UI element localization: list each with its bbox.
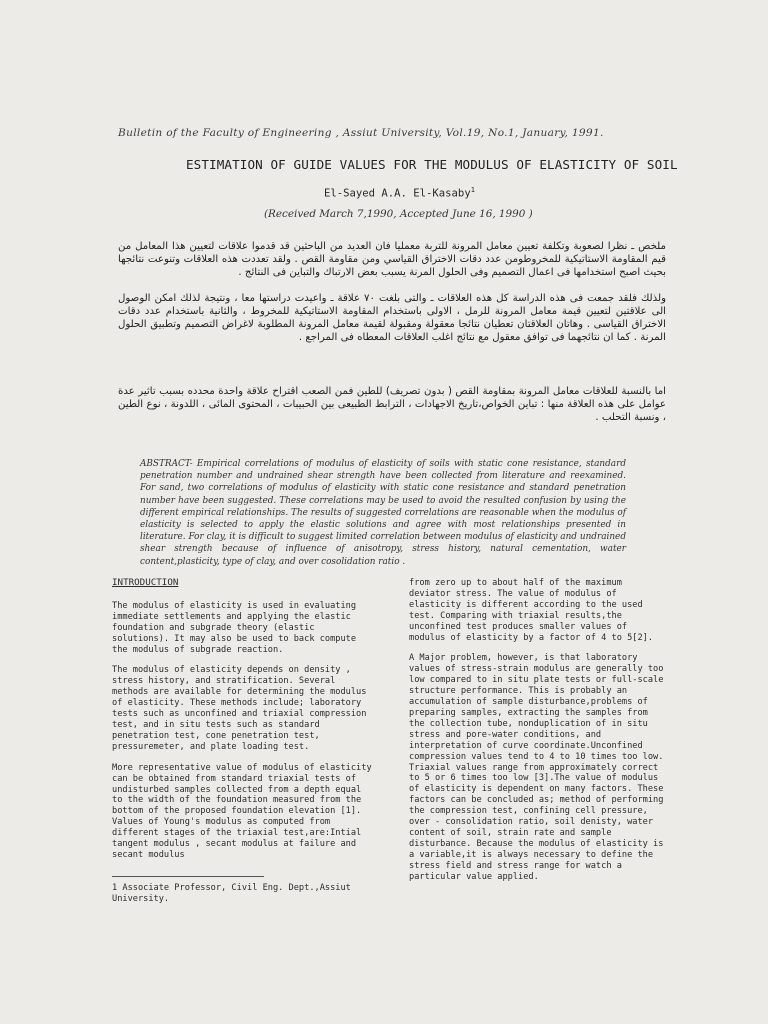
author-footnote-mark: 1 — [470, 186, 475, 194]
section-heading-introduction: INTRODUCTION — [112, 577, 179, 588]
received-dates: (Received March 7,1990, Accepted June 16, 1990 ) — [264, 208, 533, 220]
journal-citation: Bulletin of the Faculty of Engineering , Assiut University, Vol.19, No.1, January, 1991. — [118, 127, 604, 139]
arabic-summary-text: اما بالنسبة للعلاقات معامل المرونة بمقاومة القص ( بدون تصريف) للطين فمن الصعب اقتراح علاقة واحدة محدده بسبب تاثير عدة عوامل على هذه العلاقة منها : تباين الخواص،تاريخ الاجهادات ، الترابط الطبيعى بين الحبيبات ، المحتوى المائى ، اللدونة ، نوع الطين ، ونسبة التحلب . — [118, 386, 666, 423]
arabic-summary-paragraph-1 — [118, 240, 666, 279]
paper-title: ESTIMATION OF GUIDE VALUES FOR THE MODULUS OF ELASTICITY OF SOIL — [186, 157, 678, 172]
author-line — [324, 186, 475, 200]
body-paragraph: The modulus of elasticity depends on density , stress history, and stratification. Several methods are available for determining the modulus of elasticity. These methods include; laboratory tests such as unconfined and triaxial compression test, and in situ tests such as standard penetration test, cone penetration test, pressuremeter, and plate loading test. — [112, 665, 367, 752]
body-paragraph: from zero up to about half of the maximum deviator stress. The value of modulus of elasticity is different according to the used test. Comparing with triaxial results,the unconfined test produces smaller values of modulus of elasticity by a factor of 4 to 5[2]. — [409, 578, 654, 643]
body-paragraph: A Major problem, however, is that laboratory values of stress-strain modulus are generally too low compared to in situ plate tests or full-scale structure performance. This is probably an accumulation of sample disturbance,problems of preparing samples, extracting the samples from the collection tube, nonduplication of in situ stress and pore-water conditions, and interpretation of curve coordinate.Unconfined compression values tend to 4 to 10 times too low. Triaxial values range from approximately correct to 5 or 6 times too low [3].The value of modulus of elasticity is dependent on many factors. These factors can be concluded as; method of performing the compression test, confining cell pressure, over - consolidation ratio, soil denisty, water content of soil, strain rate and sample disturbance. Because the modulus of elasticity is a variable,it is always necessary to define the stress field and stress range for watch a particular value applied. — [409, 653, 664, 882]
arabic-summary-paragraph-3 — [118, 385, 666, 424]
author-name: El-Sayed A.A. El-Kasaby — [324, 187, 471, 200]
body-paragraph: More representative value of modulus of elasticity can be obtained from standard triaxial tests of undisturbed samples collected from a depth equal to the width of the foundation measured from the bottom of the proposed foundation elevation [1]. Values of Young's modulus as computed from different stages of the triaxial test,are:Intial tangent modulus , secant modulus at failure and secant modulus — [112, 762, 372, 860]
arabic-summary-text: ملخص ـ نظرا لصعوبة وتكلفة تعيين معامل المرونة للتربة معمليا فان العديد من الباحثين قد قدموا علاقات لتعيين هذا المعامل من قيم المقاومة الاستاتيكية للمخروطومن عدد دقات الاختراق القياسي ومن مقاومة القص . ولقد تعددت هذه العلاقات وتنوعت نتائجها بحيث اصبح استخدامها فى اعمال التصميم وفى الحلول المرنة يسبب بعض الارتباك والتباين فى النتائج . — [118, 241, 666, 278]
body-paragraph: The modulus of elasticity is used in evaluating immediate settlements and applying the elastic foundation and subgrade theory (elastic solutions). It may also be used to back compute the modulus of subgrade reaction. — [112, 600, 357, 655]
left-column — [112, 578, 374, 871]
footnote-divider — [112, 876, 264, 877]
footnote: 1 Associate Professor, Civil Eng. Dept.,Assiut University. — [112, 883, 351, 904]
arabic-summary-paragraph-2 — [118, 292, 666, 344]
abstract: ABSTRACT- Empirical correlations of modulus of elasticity of soils with static cone resistance, standard penetration number and undrained shear strength have been collected from literature and reexamined. For sand, two correlations of modulus of elasticity with static cone resistance and standard penetration number have been suggested. These correlations may be used to avoid the resulted confusion by using the different empirical relationships. The results of suggested correlations are reasonable when the modulus of elasticity is selected to apply the elastic solutions and agree with most relationships presented in literature. For clay, it is difficult to suggest limited correlation between modulus of elasticity and undrained shear strength because of influence of anisotropy, stress history, natural cementation, water content,plasticity, type of clay, and over cosolidation ratio . — [140, 459, 626, 567]
arabic-summary-text: ولذلك فلقد جمعت فى هذه الدراسة كل هذه العلاقات ـ والتى بلغت ٧٠ علاقة ـ واعيدت دراستها معا ، ونتيجة لذلك امكن الوصول الى علاقتين لتعيين قيمة معامل المرونة للرمل ، الاولى باستخدام المقاومة الاستاتيكية للمخروط ، والثانية باستخدام عدد دقات الاختراق القياسى . وهاتان العلاقتان تعطيان نتائجا معقولة ومقبولة لقيمة معامل المرونة المطلوبة لاغراض التصميم وتطبيق الحلول المرنة . كما ان نتائجهما فى توافق معقول مع نتائج اغلب العلاقات المعطاه فى المراجع . — [118, 293, 666, 343]
right-column — [409, 578, 665, 892]
